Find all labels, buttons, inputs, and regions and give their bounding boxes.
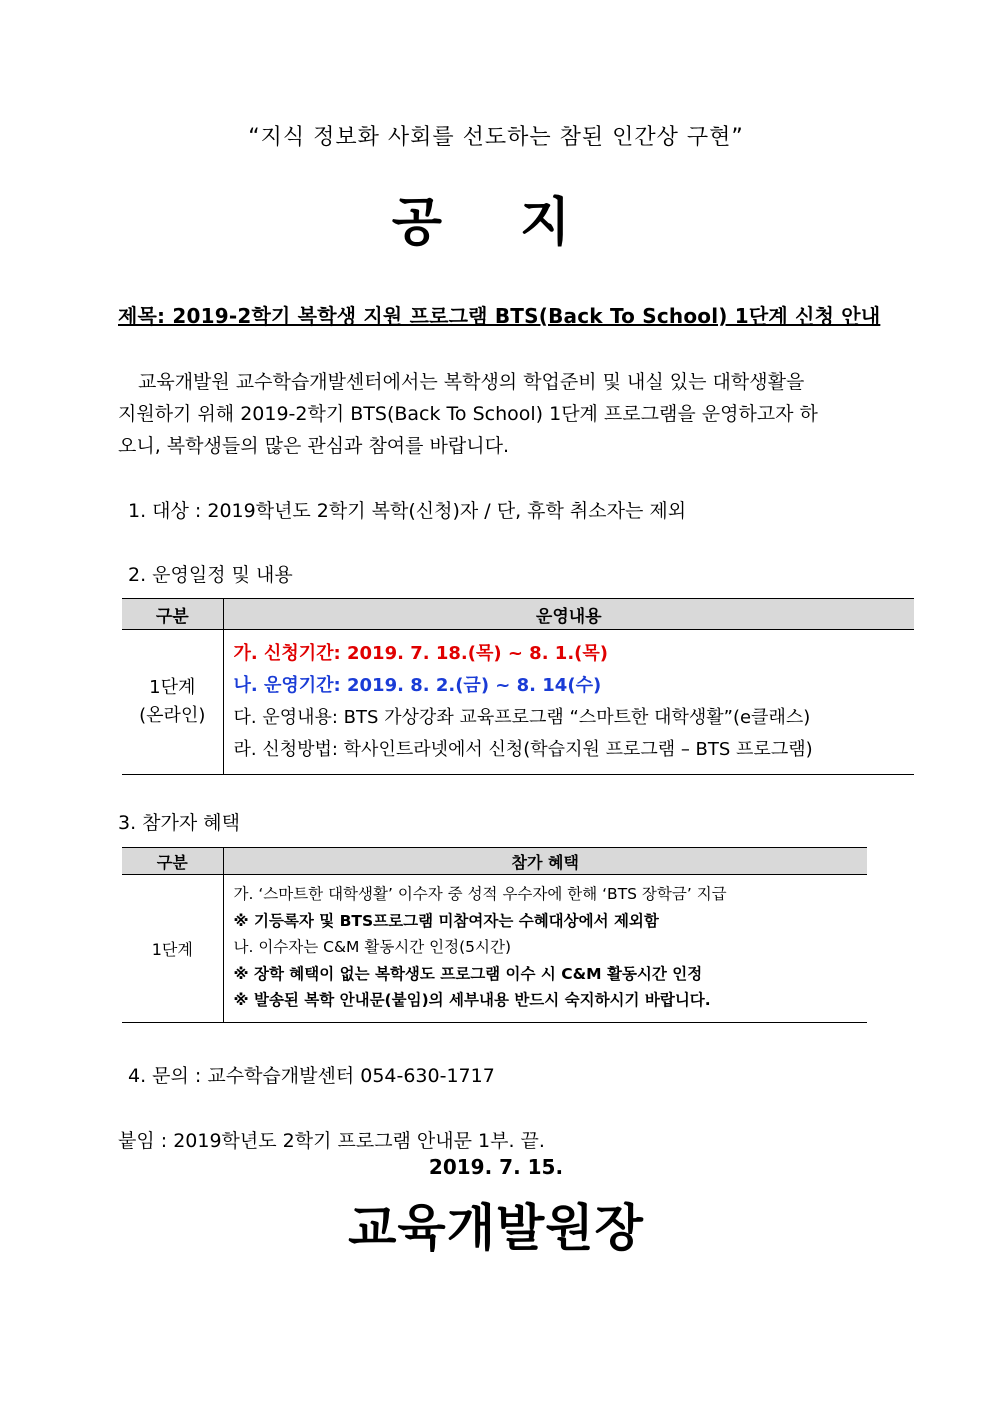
benefit-line-1: 가. ‘스마트한 대학생활’ 이수자 중 성적 우수자에 한해 ‘BTS 장학금’ 지급 bbox=[233, 885, 727, 903]
notice-date: 2019. 7. 15. bbox=[428, 1155, 564, 1179]
table-header-row bbox=[122, 599, 914, 630]
schedule-content bbox=[223, 630, 914, 775]
item-schedule: 2. 운영일정 및 내용 bbox=[128, 564, 293, 586]
item-contact: 4. 문의 : 교수학습개발센터 054-630-1717 bbox=[128, 1065, 495, 1087]
benefit-line-2: 나. 이수자는 C&M 활동시간 인정(5시간) bbox=[233, 938, 512, 956]
row-label bbox=[122, 630, 223, 775]
operation-content: 다. 운영내용: BTS 가상강좌 교육프로그램 “스마트한 대학생활”(e클래스) bbox=[233, 707, 811, 728]
operation-period: 나. 운영기간: 2019. 8. 2.(금) ~ 8. 14(수) bbox=[233, 675, 602, 696]
column-header-category: 구분 bbox=[122, 848, 223, 875]
column-header-content: 운영내용 bbox=[223, 599, 914, 630]
notice-heading: 공 지 bbox=[391, 193, 601, 253]
row-label-stage: 1단계 bbox=[149, 677, 196, 698]
application-period: 가. 신청기간: 2019. 7. 18.(목) ~ 8. 1.(목) bbox=[233, 643, 609, 664]
intro-line-2: 지원하기 위해 2019-2학기 BTS(Back To School) 1단계 프로그램을 운영하고자 하 bbox=[118, 403, 818, 425]
table-row bbox=[122, 630, 914, 775]
benefit-note-3: ※ 발송된 복학 안내문(붙임)의 세부내용 반드시 숙지하시기 바랍니다. bbox=[233, 991, 711, 1009]
intro-line-1: 교육개발원 교수학습개발센터에서는 복학생의 학업준비 및 내실 있는 대학생활을 bbox=[138, 371, 805, 393]
intro-paragraph bbox=[118, 366, 884, 462]
notice-subject: 제목: 2019-2학기 복학생 지원 프로그램 BTS(Back To School) 1단계 신청 안내 bbox=[118, 304, 881, 328]
application-method: 라. 신청방법: 학사인트라넷에서 신청(학습지원 프로그램 – BTS 프로그램) bbox=[233, 739, 813, 760]
item-target: 1. 대상 : 2019학년도 2학기 복학(신청)자 / 단, 휴학 취소자는 제외 bbox=[128, 500, 687, 522]
slogan: “지식 정보화 사회를 선도하는 참된 인간상 구현” bbox=[248, 125, 744, 150]
attachment-note: 붙임 : 2019학년도 2학기 프로그램 안내문 1부. 끝. bbox=[118, 1130, 545, 1152]
benefits-table bbox=[122, 847, 867, 1023]
column-header-benefit: 참가 혜택 bbox=[223, 848, 867, 875]
intro-line-3: 오니, 복학생들의 많은 관심과 참여를 바랍니다. bbox=[118, 435, 510, 457]
column-header-category: 구분 bbox=[122, 599, 223, 630]
signer: 교육개발원장 bbox=[348, 1199, 644, 1257]
schedule-table bbox=[122, 598, 914, 775]
benefit-note-1: ※ 기등록자 및 BTS프로그램 미참여자는 수혜대상에서 제외함 bbox=[233, 911, 659, 930]
table-row bbox=[122, 875, 867, 1023]
row-label-online: (온라인) bbox=[139, 705, 206, 726]
item-benefits: 3. 참가자 혜택 bbox=[118, 812, 240, 834]
row-label: 1단계 bbox=[122, 875, 223, 1023]
benefit-content bbox=[223, 875, 867, 1023]
benefit-note-2: ※ 장학 혜택이 없는 복학생도 프로그램 이수 시 C&M 활동시간 인정 bbox=[233, 964, 703, 983]
table-header-row bbox=[122, 848, 867, 875]
